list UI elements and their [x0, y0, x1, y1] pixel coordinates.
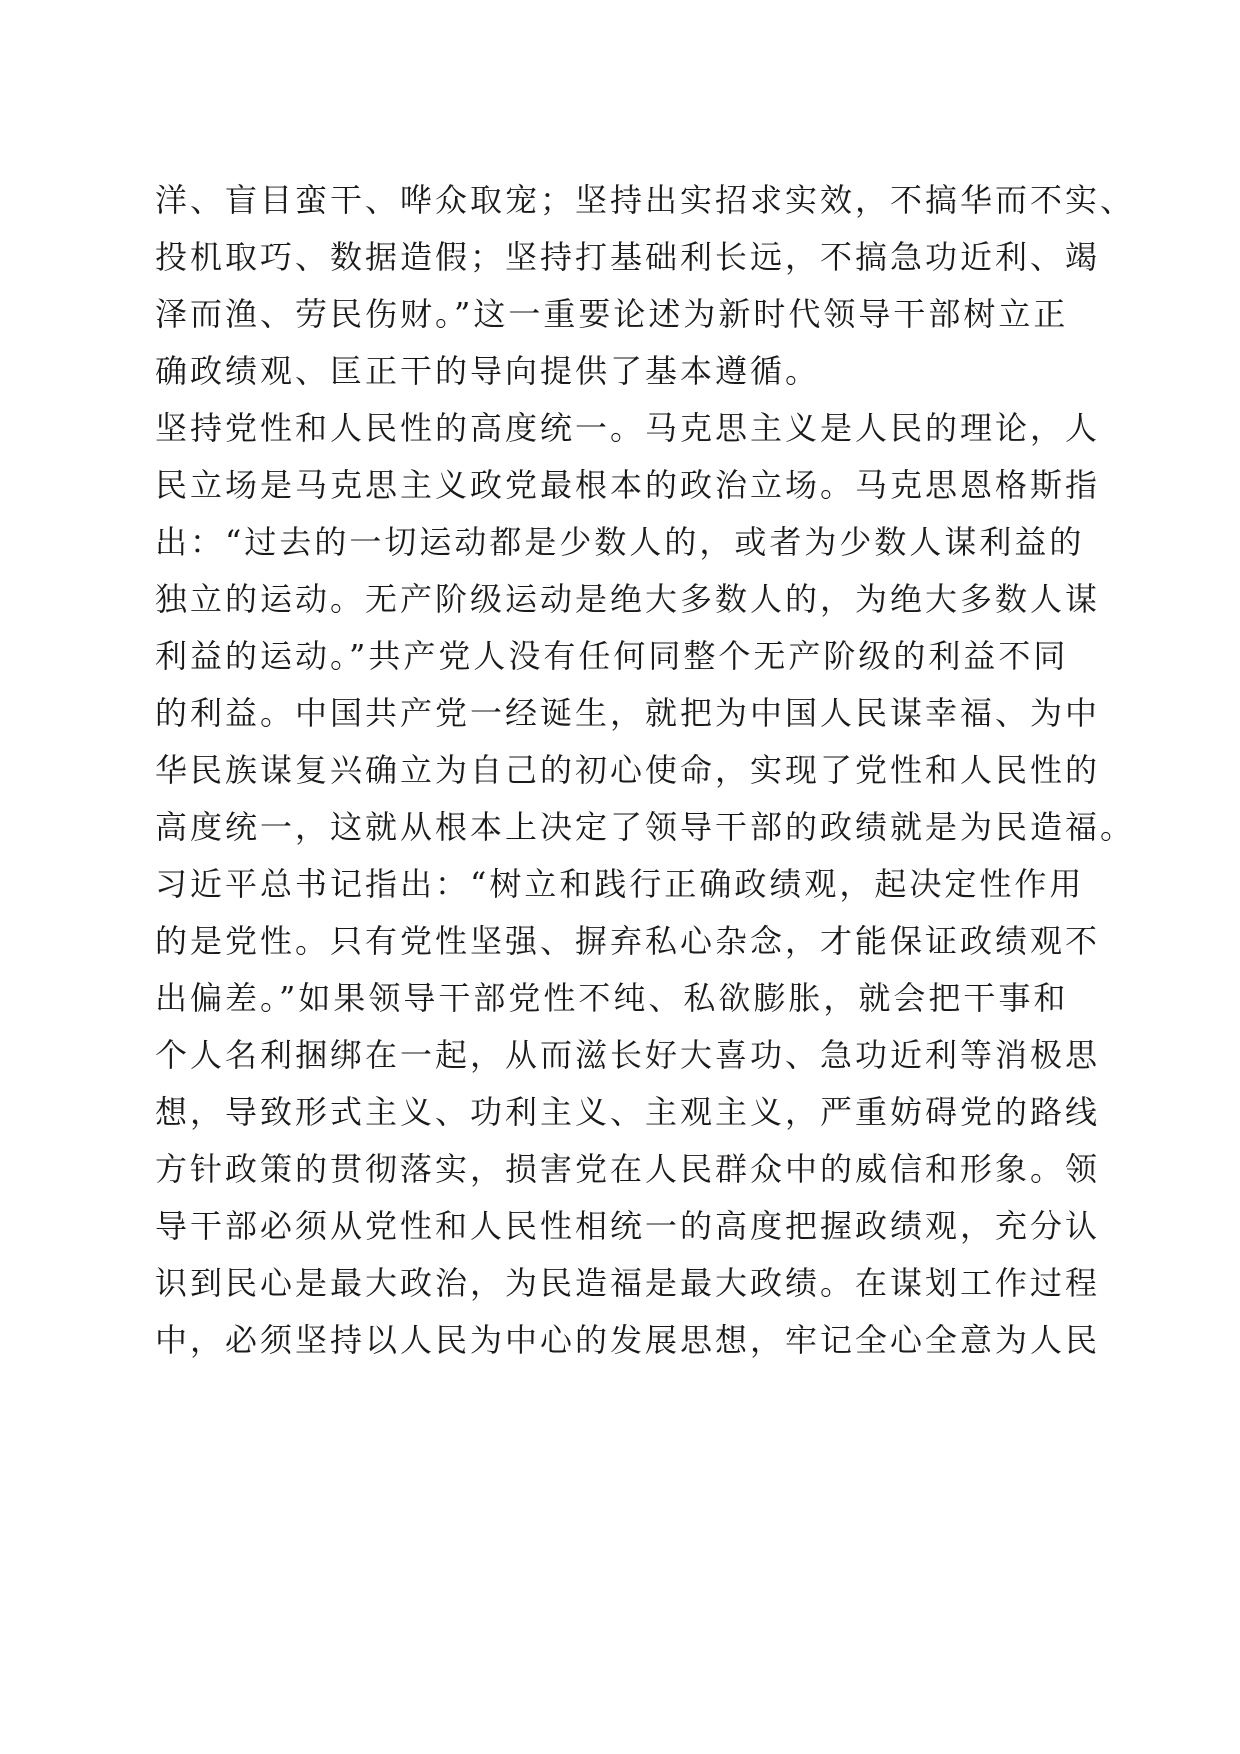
text-line: 华民族谋复兴确立为自己的初心使命，实现了党性和人民性的 — [155, 751, 1101, 789]
text-line: 方针政策的贯彻落实，损害党在人民群众中的威信和形象。领 — [155, 1150, 1101, 1188]
text-line: 识到民心是最大政治，为民造福是最大政绩。在谋划工作过程 — [155, 1264, 1101, 1302]
text-line: 泽而渔、劳民伤财。”这一重要论述为新时代领导干部树立正 — [155, 295, 1069, 333]
text-line: 利益的运动。”共产党人没有任何同整个无产阶级的利益不同 — [155, 637, 1069, 675]
text-line: 出偏差。”如果领导干部党性不纯、私欲膨胀，就会把干事和 — [155, 979, 1069, 1017]
text-line: 的利益。中国共产党一经诞生，就把为中国人民谋幸福、为中 — [155, 694, 1101, 732]
text-line: 习近平总书记指出：“树立和践行正确政绩观，起决定性作用 — [155, 865, 1085, 903]
text-line: 的是党性。只有党性坚强、摒弃私心杂念，才能保证政绩观不 — [155, 922, 1101, 960]
text-line: 高度统一，这就从根本上决定了领导干部的政绩就是为民造福。 — [155, 808, 1136, 846]
text-line: 想，导致形式主义、功利主义、主观主义，严重妨碍党的路线 — [155, 1093, 1101, 1131]
text-line: 导干部必须从党性和人民性相统一的高度把握政绩观，充分认 — [155, 1207, 1101, 1245]
body-text — [155, 172, 1136, 1369]
text-line: 洋、盲目蛮干、哗众取宠；坚持出实招求实效，不搞华而不实、 — [155, 181, 1136, 219]
text-line: 出：“过去的一切运动都是少数人的，或者为少数人谋利益的 — [155, 523, 1085, 561]
text-line: 独立的运动。无产阶级运动是绝大多数人的，为绝大多数人谋 — [155, 580, 1101, 618]
text-line: 中，必须坚持以人民为中心的发展思想，牢记全心全意为人民 — [155, 1321, 1101, 1359]
text-line: 投机取巧、数据造假；坚持打基础利长远，不搞急功近利、竭 — [155, 238, 1101, 276]
text-line: 个人名利捆绑在一起，从而滋长好大喜功、急功近利等消极思 — [155, 1036, 1101, 1074]
text-line: 民立场是马克思主义政党最根本的政治立场。马克思恩格斯指 — [155, 466, 1101, 504]
text-line: 确政绩观、匡正干的导向提供了基本遵循。 — [155, 352, 821, 390]
text-line: 坚持党性和人民性的高度统一。马克思主义是人民的理论，人 — [155, 409, 1101, 447]
